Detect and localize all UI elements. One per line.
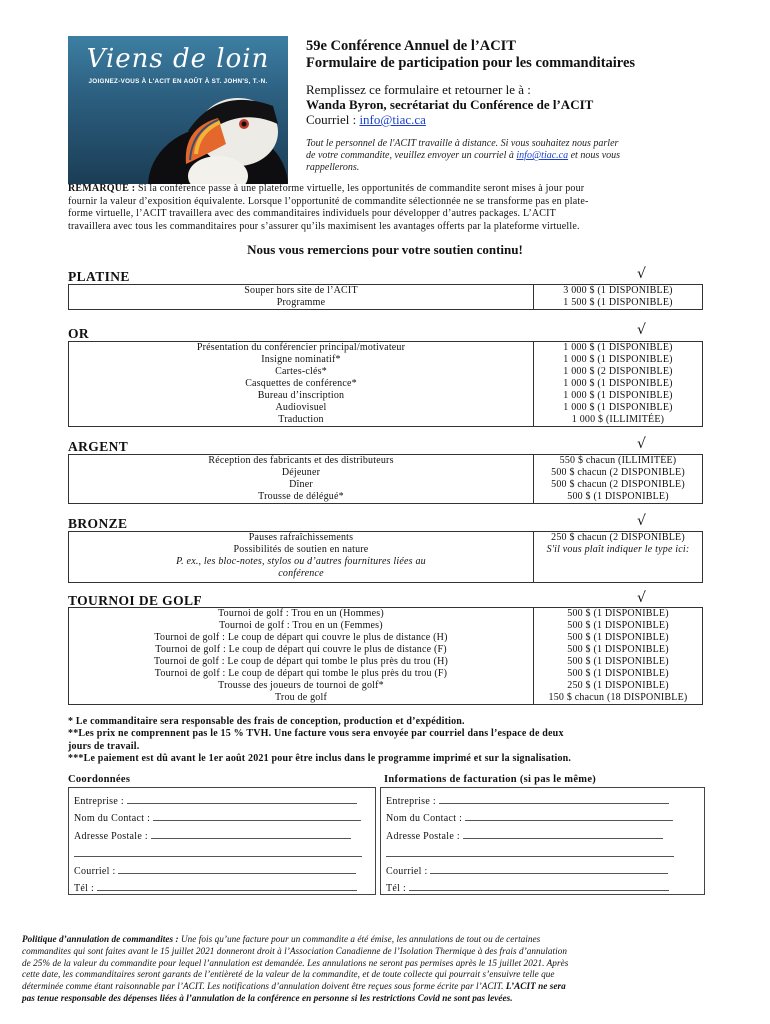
field-blank[interactable] — [118, 864, 356, 874]
item: Tournoi de golf : Le coup de départ qui couvre le plus de distance (H) — [154, 632, 448, 643]
table-row — [69, 455, 703, 504]
price: 3 000 $ (1 DISPONIBLE) — [563, 285, 673, 296]
field-label: Nom du Contact : — [386, 813, 465, 824]
footnote-2a: **Les prix ne comprennent pas le 15 % TVH. Une facture vous sera envoyée par courriel dans l’espace de deux — [68, 728, 564, 740]
price: 500 $ chacun (2 DISPONIBLE) — [551, 467, 685, 478]
entreprise-field[interactable] — [74, 794, 357, 807]
thanks-heading: Nous vous remercions pour votre soutien continu! — [247, 242, 523, 257]
remarque-label: REMARQUE : — [68, 183, 136, 194]
table-argent — [68, 454, 703, 504]
items-cell — [69, 608, 534, 705]
price: 1 000 $ (2 DISPONIBLE) — [563, 366, 673, 377]
item: Dîner — [289, 479, 313, 490]
footnote-1: * Le commanditaire sera responsable des frais de conception, production et d’expédition. — [68, 716, 465, 727]
field-blank[interactable] — [463, 829, 663, 839]
instruction-text: Remplissez ce formulaire et retourner le à : — [306, 82, 531, 97]
remarque-line-4: travaillera avec tous les commanditaires pour s’assurer qu’ils maximisent les avantages offerts par la plateforme virtuelle. — [68, 220, 580, 232]
policy-text-1: Une fois qu’une facture pour un commandite a été émise, les annulations de tout ou de certaines — [178, 934, 541, 944]
item: Souper hors site de l’ACIT — [244, 285, 358, 296]
price: 1 500 $ (1 DISPONIBLE) — [563, 297, 673, 308]
item: Tournoi de golf : Trou en un (Hommes) — [218, 608, 384, 619]
billing-phone-field[interactable] — [386, 881, 669, 894]
remote-work-note — [306, 138, 716, 174]
field-label: Tél : — [386, 883, 409, 894]
field-blank[interactable] — [97, 881, 357, 891]
item: Trou de golf — [274, 692, 328, 703]
item: Audiovisuel — [275, 402, 327, 413]
price: 500 $ (1 DISPONIBLE) — [567, 656, 669, 667]
field-blank[interactable] — [465, 811, 673, 821]
item: Insigne nominatif* — [261, 354, 341, 365]
table-row — [69, 532, 703, 583]
price: 550 $ chacun (ILLIMITÉE) — [559, 455, 677, 466]
note-text-2: de votre commandite, veuillez envoyer un courriel à — [306, 150, 517, 161]
checkbox-argent[interactable]: √ — [637, 436, 646, 452]
item: Tournoi de golf : Le coup de départ qui tombe le plus près du trou (H) — [153, 656, 449, 667]
price: 500 $ chacun (2 DISPONIBLE) — [551, 479, 685, 490]
prices-cell — [534, 608, 703, 705]
item: Trousse de délégué* — [258, 491, 344, 502]
item: Déjeuner — [281, 467, 321, 478]
price: 500 $ (1 DISPONIBLE) — [567, 608, 669, 619]
policy-line-6: pas tenue responsable des dépenses liées à l’annulation de la conférence en personne si les restrictions Covid ne sont pas levées. — [22, 992, 513, 1003]
section-title-platine: PLATINE — [68, 269, 130, 284]
field-label: Tél : — [74, 883, 97, 894]
field-label: Adresse Postale : — [386, 831, 463, 842]
policy-text-5b: L’ACIT ne sera — [505, 981, 566, 992]
billing-address-field[interactable] — [386, 829, 663, 842]
table-platine — [68, 284, 703, 310]
prices-cell — [534, 285, 703, 310]
footnote-2b: jours de travail. — [68, 740, 140, 752]
table-bronze — [68, 531, 703, 583]
section-title-or: OR — [68, 326, 90, 341]
title-line-2: Formulaire de participation pour les commanditaires — [306, 55, 636, 71]
item: Possibilités de soutien en nature — [233, 544, 369, 555]
item: Trousse des joueurs de tournoi de golf* — [218, 680, 384, 691]
prices-cell — [534, 532, 703, 583]
item: Réception des fabricants et des distributeurs — [208, 455, 394, 466]
items-cell — [69, 285, 534, 310]
field-label: Nom du Contact : — [74, 813, 153, 824]
remarque-line-1 — [68, 183, 708, 196]
field-blank[interactable] — [409, 881, 669, 891]
policy-line-1 — [22, 934, 712, 946]
field-blank[interactable] — [127, 794, 357, 804]
section-title-argent: ARGENT — [68, 439, 129, 454]
price: 500 $ (1 DISPONIBLE) — [567, 668, 669, 679]
field-label: Entreprise : — [386, 796, 439, 807]
email-label: Courriel : — [306, 112, 360, 127]
price: 500 $ (1 DISPONIBLE) — [567, 620, 669, 631]
item: Programme — [276, 297, 326, 308]
item: Bureau d’inscription — [257, 390, 345, 401]
email-link[interactable]: info@tiac.ca — [359, 112, 426, 127]
items-cell — [69, 532, 534, 583]
item: Présentation du conférencier principal/motivateur — [196, 342, 406, 353]
billing-contact-name-field[interactable] — [386, 811, 673, 824]
table-row — [69, 342, 703, 427]
phone-field[interactable] — [74, 881, 357, 894]
price: 500 $ (1 DISPONIBLE) — [567, 632, 669, 643]
checkbox-golf[interactable]: √ — [637, 590, 646, 606]
price: 1 000 $ (ILLIMITÉE) — [571, 414, 665, 425]
address-field[interactable] — [74, 829, 351, 842]
item: Casquettes de conférence* — [245, 378, 357, 389]
field-label: Entreprise : — [74, 796, 127, 807]
item: Tournoi de golf : Le coup de départ qui couvre le plus de distance (F) — [155, 644, 447, 655]
table-row — [69, 608, 703, 705]
policy-line-5 — [22, 981, 712, 993]
item: Cartes-clés* — [275, 366, 327, 377]
price-note[interactable]: S'il vous plaît indiquer le type ici: — [546, 544, 690, 555]
price: 150 $ chacun (18 DISPONIBLE) — [548, 692, 688, 703]
note-text-3: et nous vous — [568, 150, 621, 161]
policy-line-4: cette date, les commanditaires seront garants de l’entièreté de la valeur de la commandite, et de toute collecte qui pourrait s’ensuivre telle que — [22, 969, 555, 980]
note-line-2 — [306, 150, 716, 162]
contact-name: Wanda Byron, secrétariat du Conférence de l’ACIT — [306, 97, 594, 112]
banner-logo: Viens de loin — [86, 44, 270, 74]
table-or — [68, 341, 703, 427]
billing-info-title: Informations de facturation (si pas le même) — [384, 774, 597, 785]
price: 250 $ chacun (2 DISPONIBLE) — [551, 532, 685, 543]
item-note: conférence — [278, 568, 324, 579]
field-blank[interactable] — [153, 811, 361, 821]
billing-address-field-line-2[interactable] — [386, 847, 674, 860]
contact-block — [306, 82, 736, 127]
table-golf — [68, 607, 703, 705]
footnote-3: ***Le paiement est dû avant le 1er août 2021 pour être inclus dans le programme imprimé et sur la signalisation. — [68, 752, 572, 764]
puffin-illustration — [68, 36, 288, 184]
item: Pauses rafraîchissements — [248, 532, 354, 543]
note-line-1: Tout le personnel de l'ACIT travaille à distance. Si vous souhaitez nous parler — [306, 138, 619, 149]
title-line-1: 59e Conférence Annuel de l’ACIT — [306, 38, 516, 54]
remarque-paragraph — [68, 183, 708, 233]
checkbox-platine[interactable]: √ — [637, 266, 646, 282]
banner-tagline: JOIGNEZ-VOUS À L'ACIT EN AOÛT À ST. JOHN'S, T.-N. — [88, 78, 268, 85]
contact-name-field[interactable] — [74, 811, 361, 824]
billing-entreprise-field[interactable] — [386, 794, 669, 807]
checkbox-bronze[interactable]: √ — [637, 513, 646, 529]
items-cell — [69, 455, 534, 504]
price: 500 $ (1 DISPONIBLE) — [567, 491, 669, 502]
email-field[interactable] — [74, 864, 356, 877]
remarque-text-1: Si la conférence passe à une plateforme virtuelle, les opportunités de commandite seront mises à jour pour — [135, 183, 585, 194]
price: 1 000 $ (1 DISPONIBLE) — [563, 342, 673, 353]
contact-info-title: Coordonnées — [68, 774, 131, 785]
price: 250 $ (1 DISPONIBLE) — [567, 680, 669, 691]
field-label: Adresse Postale : — [74, 831, 151, 842]
conference-banner-image — [68, 36, 288, 184]
section-title-bronze: BRONZE — [68, 516, 128, 531]
field-label: Courriel : — [386, 866, 431, 877]
item: Tournoi de golf : Trou en un (Femmes) — [219, 620, 383, 631]
item-note: P. ex., les bloc-notes, stylos ou d’autres fournitures liées au — [176, 556, 426, 567]
email-row — [306, 112, 736, 127]
field-blank[interactable] — [439, 794, 669, 804]
footnotes — [68, 716, 708, 765]
checkbox-or[interactable]: √ — [637, 322, 646, 338]
remarque-line-3: forme virtuelle, l’ACIT travaillera avec des commanditaires individuels pour développer d’autres packages. L’ACIT — [68, 208, 556, 219]
billing-email-field[interactable] — [386, 864, 668, 877]
price: 500 $ (1 DISPONIBLE) — [567, 644, 669, 655]
field-blank[interactable] — [386, 847, 674, 857]
price: 1 000 $ (1 DISPONIBLE) — [563, 354, 673, 365]
prices-cell — [534, 342, 703, 427]
field-blank[interactable] — [430, 864, 668, 874]
prices-cell — [534, 455, 703, 504]
price: 1 000 $ (1 DISPONIBLE) — [563, 402, 673, 413]
table-row — [69, 285, 703, 310]
policy-text-5: déterminée comme étant raisonnable par l’ACIT. Les notifications d’annulation doivent être reçues sous forme écrite par l’ACIT. — [22, 981, 506, 992]
policy-line-3: de 25% de la valeur du commandite pour lequel l’annulation est demandée. Les annulations ne seront pas permises après le 15 juillet 2021. Après — [22, 957, 569, 968]
remarque-line-2: fournir la valeur d’exposition équivalente. Lorsque l’opportunité de commandite sélectionnée ne se transforme pas en plate- — [68, 195, 589, 207]
items-cell — [69, 342, 534, 427]
note-email-link[interactable]: info@tiac.ca — [516, 150, 569, 161]
form-title — [306, 38, 635, 72]
price: 1 000 $ (1 DISPONIBLE) — [563, 390, 673, 401]
section-title-golf: TOURNOI DE GOLF — [68, 593, 203, 608]
item: Tournoi de golf : Le coup de départ qui tombe le plus près du trou (F) — [154, 668, 448, 679]
address-field-line-2[interactable] — [74, 847, 362, 860]
policy-label: Politique d’annulation de commandites : — [22, 934, 179, 944]
item: Traduction — [278, 414, 324, 425]
policy-line-2: commandites qui sont faites avant le 15 juillet 2021 donneront droit à l’Association Canadienne de l’Isolation Thermique à des frais d’annulation — [22, 945, 568, 956]
field-blank[interactable] — [74, 847, 362, 857]
field-blank[interactable] — [151, 829, 351, 839]
cancellation-policy — [22, 934, 712, 1005]
note-line-3: rappellerons. — [306, 162, 360, 173]
field-label: Courriel : — [74, 866, 119, 877]
price: 1 000 $ (1 DISPONIBLE) — [563, 378, 673, 389]
